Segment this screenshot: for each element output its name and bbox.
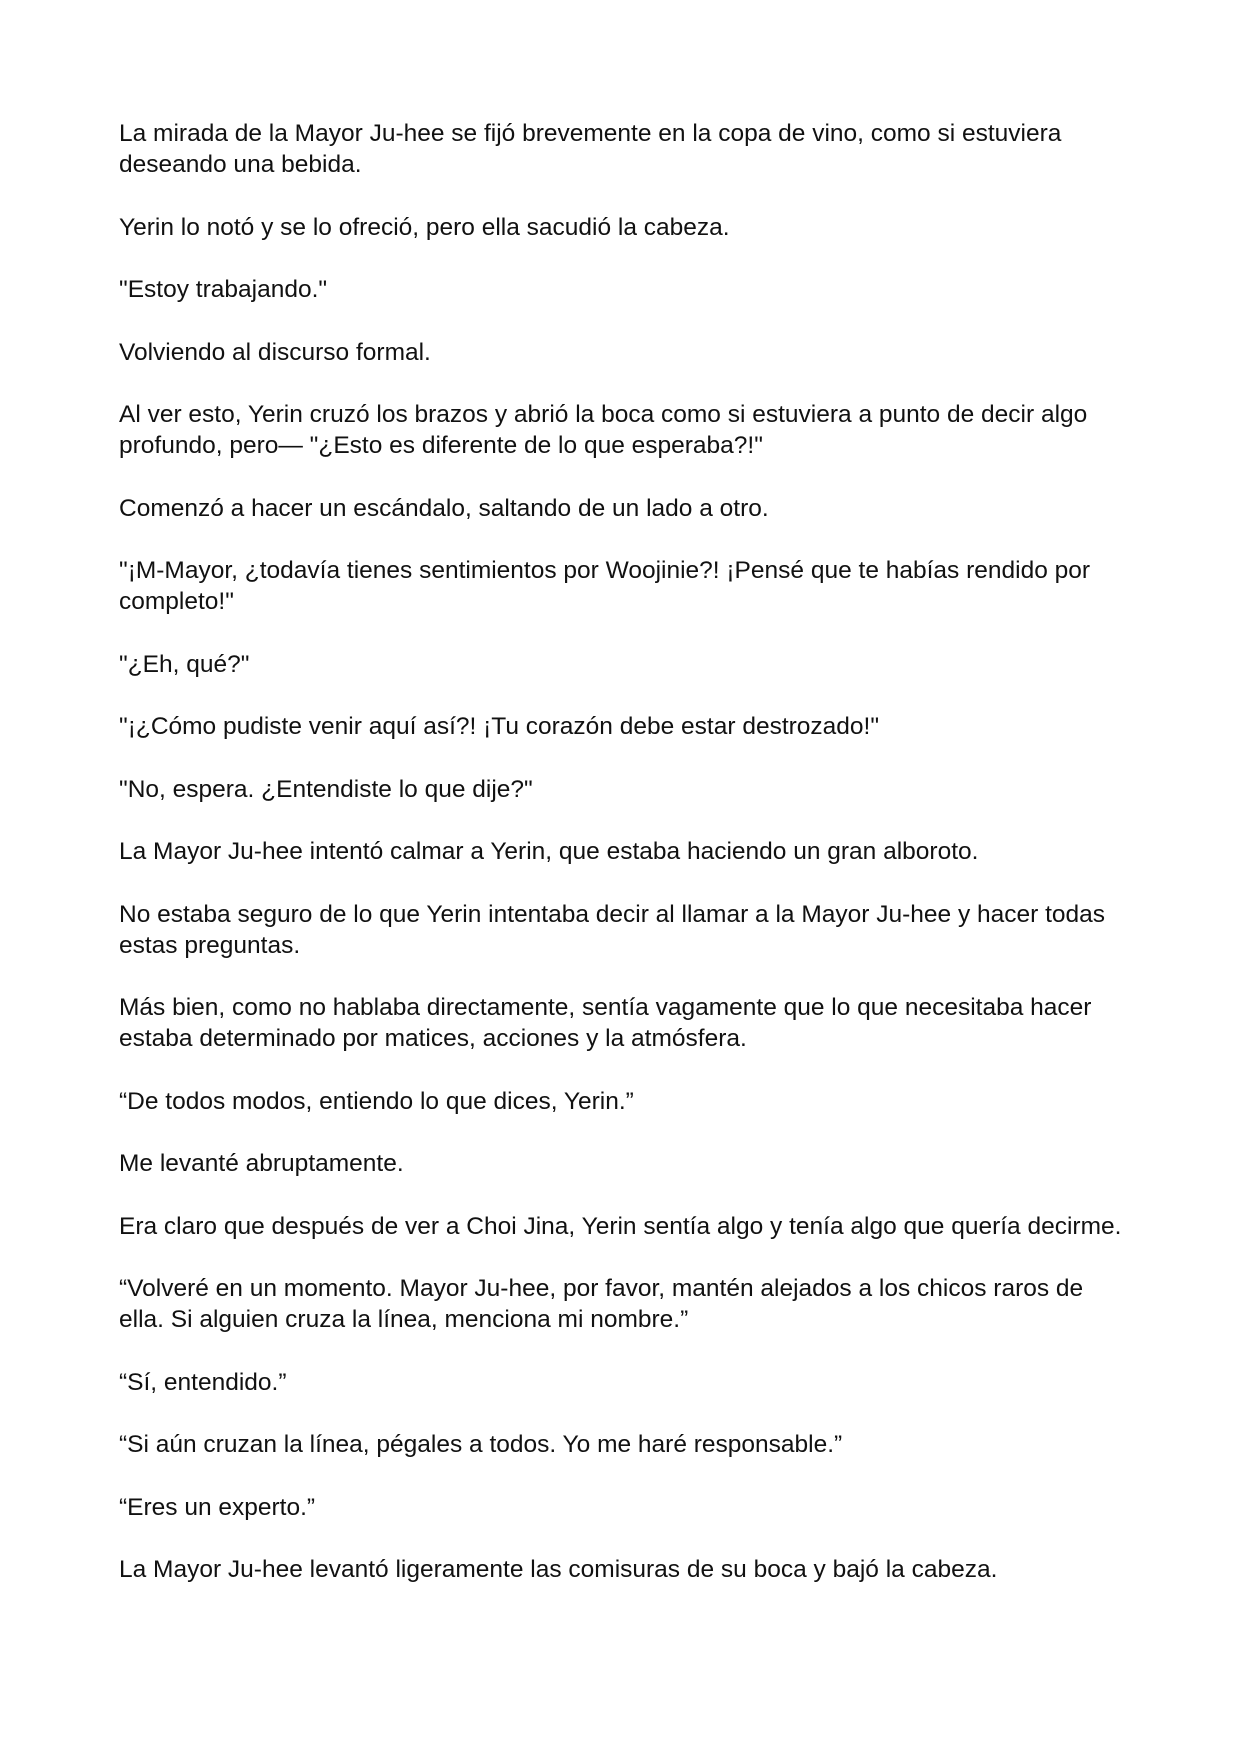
paragraph: Yerin lo notó y se lo ofreció, pero ella sacudió la cabeza. — [119, 213, 730, 241]
paragraph: “Si aún cruzan la línea, pégales a todos. Yo me haré responsable.” — [119, 1431, 843, 1458]
paragraph: "¿Eh, qué?" — [119, 650, 250, 678]
paragraph: "Estoy trabajando." — [119, 276, 328, 303]
paragraph: “Eres un experto.” — [119, 1493, 316, 1521]
document-body — [119, 118, 1129, 1617]
paragraph: Comenzó a hacer un escándalo, saltando de un lado a otro. — [119, 494, 769, 522]
paragraph: Volviendo al discurso formal. — [119, 338, 431, 366]
paragraph: “Volveré en un momento. Mayor Ju-hee, por favor, mantén alejados a los chicos raros de ella. Si alguien cruza la línea, menciona mi nombre.” — [119, 1275, 1084, 1333]
paragraph: La Mayor Ju-hee intentó calmar a Yerin, que estaba haciendo un gran alboroto. — [119, 838, 979, 865]
paragraph: La Mayor Ju-hee levantó ligeramente las comisuras de su boca y bajó la cabeza. — [119, 1556, 998, 1583]
paragraph: La mirada de la Mayor Ju-hee se fijó brevemente en la copa de vino, como si estuviera deseando una bebida. — [119, 120, 1062, 178]
paragraph: No estaba seguro de lo que Yerin intentaba decir al llamar a la Mayor Ju-hee y hacer todas estas preguntas. — [119, 900, 1106, 959]
paragraph: Más bien, como no hablaba directamente, sentía vagamente que lo que necesitaba hacer estaba determinado por matices, acciones y la atmósfera. — [119, 994, 1092, 1052]
paragraph: Al ver esto, Yerin cruzó los brazos y abrió la boca como si estuviera a punto de decir algo profundo, pero— "¿Esto es diferente de lo que esperaba?!" — [119, 401, 1088, 459]
paragraph: “Sí, entendido.” — [119, 1368, 287, 1396]
paragraph: "¡¿Cómo pudiste venir aquí así?! ¡Tu corazón debe estar destrozado!" — [119, 713, 880, 740]
paragraph: Era claro que después de ver a Choi Jina, Yerin sentía algo y tenía algo que quería decirme. — [119, 1212, 1122, 1240]
paragraph: Me levanté abruptamente. — [119, 1150, 404, 1177]
paragraph: "No, espera. ¿Entendiste lo que dije?" — [119, 775, 533, 803]
paragraph: “De todos modos, entiendo lo que dices, Yerin.” — [119, 1087, 634, 1115]
paragraph: "¡M-Mayor, ¿todavía tienes sentimientos por Woojinie?! ¡Pensé que te habías rendido por completo!" — [119, 557, 1091, 615]
